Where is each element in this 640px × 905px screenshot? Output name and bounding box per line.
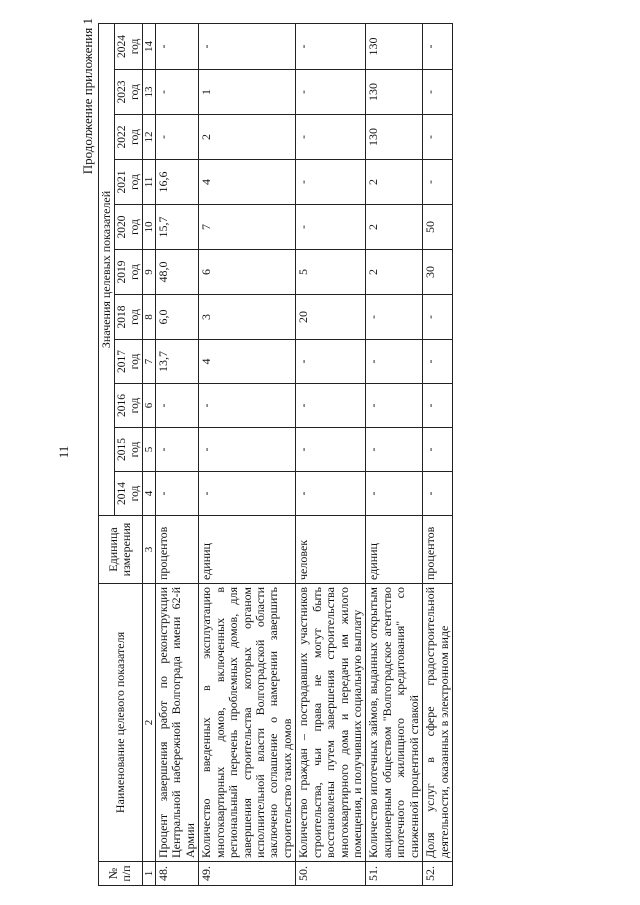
value-cell: - bbox=[296, 205, 366, 250]
header-year: 2024 год bbox=[115, 23, 142, 69]
table-row bbox=[296, 23, 366, 885]
value-cell: 16,6 bbox=[155, 160, 198, 205]
value-cell: - bbox=[155, 70, 198, 115]
header-values-group: Значения целевых показателей bbox=[99, 23, 115, 515]
value-cell: 48,0 bbox=[155, 250, 198, 295]
value-cell: - bbox=[366, 384, 423, 428]
value-cell: - bbox=[423, 160, 453, 205]
unit: единиц bbox=[199, 516, 296, 584]
table-row bbox=[366, 23, 423, 885]
value-cell: - bbox=[296, 472, 366, 516]
row-number: 48. bbox=[155, 862, 198, 886]
value-cell: - bbox=[199, 384, 296, 428]
value-cell: 6,0 bbox=[155, 295, 198, 340]
column-number: 10 bbox=[142, 205, 155, 250]
column-number: 11 bbox=[142, 160, 155, 205]
value-cell: - bbox=[155, 428, 198, 472]
value-cell: - bbox=[366, 295, 423, 340]
value-cell: - bbox=[366, 472, 423, 516]
value-cell: 2 bbox=[366, 250, 423, 295]
row-number: 51. bbox=[366, 862, 423, 886]
column-number: 4 bbox=[142, 472, 155, 516]
value-cell: 2 bbox=[366, 160, 423, 205]
value-cell: - bbox=[423, 295, 453, 340]
indicator-name: Количество граждан – пострадавших участников строительства, чьи права не могут быть восстановлены путем завершения строительства многоквартирного дома и передачи им жилого помещения, и получивших социальную выплату bbox=[296, 584, 366, 862]
column-number: 7 bbox=[142, 340, 155, 384]
column-number: 6 bbox=[142, 384, 155, 428]
header-unit: Единица измерения bbox=[99, 516, 143, 584]
value-cell: 2 bbox=[199, 115, 296, 160]
indicator-name: Количество ипотечных займов, выданных открытым акционерным обществом "Волгоградское агентство ипотечного жилищного кредитования" со сниженной процентной ставкой bbox=[366, 584, 423, 862]
value-cell: - bbox=[296, 384, 366, 428]
continuation-note: Продолжение приложения 1 bbox=[80, 18, 95, 175]
value-cell: - bbox=[423, 428, 453, 472]
unit: человек bbox=[296, 516, 366, 584]
value-cell: - bbox=[296, 340, 366, 384]
value-cell: - bbox=[155, 384, 198, 428]
header-num: № п/п bbox=[99, 862, 143, 886]
value-cell: 20 bbox=[296, 295, 366, 340]
indicator-name: Доля услуг в сфере градостроительной деятельности, оказанных в электронном виде bbox=[423, 584, 453, 862]
value-cell: - bbox=[423, 384, 453, 428]
indicator-name: Процент завершения работ по реконструкции Центральной набережной Волгограда имени 62-й Армии bbox=[155, 584, 198, 862]
header-year: 2023 год bbox=[115, 70, 142, 115]
header-year: 2022 год bbox=[115, 115, 142, 160]
row-number: 49. bbox=[199, 862, 296, 886]
value-cell: 6 bbox=[199, 250, 296, 295]
value-cell: - bbox=[296, 428, 366, 472]
column-number: 2 bbox=[142, 584, 155, 862]
table-row bbox=[155, 23, 198, 885]
value-cell: - bbox=[296, 115, 366, 160]
value-cell: 5 bbox=[296, 250, 366, 295]
header-year: 2021 год bbox=[115, 160, 142, 205]
column-number: 3 bbox=[142, 516, 155, 584]
column-numbers-row bbox=[142, 23, 155, 885]
column-number: 12 bbox=[142, 115, 155, 160]
value-cell: - bbox=[296, 23, 366, 69]
value-cell: 2 bbox=[366, 205, 423, 250]
indicator-name: Количество введенных в эксплуатацию многоквартирных домов, включенных в региональный перечень проблемных домов, для завершения строительства которых органом исполнительной власти Волгоградской области заключено соглашение о намерении завершить строительство таких домов bbox=[199, 584, 296, 862]
value-cell: 13,7 bbox=[155, 340, 198, 384]
value-cell: - bbox=[423, 23, 453, 69]
header-year: 2020 год bbox=[115, 205, 142, 250]
header-year: 2015 год bbox=[115, 428, 142, 472]
value-cell: - bbox=[423, 70, 453, 115]
header-year: 2018 год bbox=[115, 295, 142, 340]
unit: процентов bbox=[155, 516, 198, 584]
unit: единиц bbox=[366, 516, 423, 584]
value-cell: 1 bbox=[199, 70, 296, 115]
value-cell: 15,7 bbox=[155, 205, 198, 250]
value-cell: 130 bbox=[366, 70, 423, 115]
value-cell: - bbox=[199, 428, 296, 472]
header-year: 2017 год bbox=[115, 340, 142, 384]
indicators-table bbox=[98, 23, 453, 886]
value-cell: - bbox=[366, 428, 423, 472]
header-year: 2016 год bbox=[115, 384, 142, 428]
unit: процентов bbox=[423, 516, 453, 584]
header-name: Наименование целевого показателя bbox=[99, 584, 143, 862]
value-cell: - bbox=[199, 472, 296, 516]
value-cell: - bbox=[423, 472, 453, 516]
header-row-1 bbox=[99, 23, 115, 885]
column-number: 5 bbox=[142, 428, 155, 472]
column-number: 13 bbox=[142, 70, 155, 115]
value-cell: - bbox=[155, 115, 198, 160]
column-number: 9 bbox=[142, 250, 155, 295]
value-cell: 50 bbox=[423, 205, 453, 250]
value-cell: - bbox=[296, 160, 366, 205]
value-cell: - bbox=[423, 115, 453, 160]
value-cell: - bbox=[296, 70, 366, 115]
header-year: 2014 год bbox=[115, 472, 142, 516]
value-cell: - bbox=[155, 472, 198, 516]
table-row bbox=[199, 23, 296, 885]
header-year: 2019 год bbox=[115, 250, 142, 295]
row-number: 50. bbox=[296, 862, 366, 886]
value-cell: - bbox=[423, 340, 453, 384]
value-cell: 7 bbox=[199, 205, 296, 250]
value-cell: - bbox=[199, 23, 296, 69]
document-page bbox=[50, 12, 590, 892]
table-row bbox=[423, 23, 453, 885]
row-number: 52. bbox=[423, 862, 453, 886]
column-number: 14 bbox=[142, 23, 155, 69]
column-number: 8 bbox=[142, 295, 155, 340]
value-cell: 4 bbox=[199, 340, 296, 384]
value-cell: 30 bbox=[423, 250, 453, 295]
column-number: 1 bbox=[142, 862, 155, 886]
page-number: 11 bbox=[56, 445, 71, 459]
value-cell: 130 bbox=[366, 23, 423, 69]
value-cell: - bbox=[366, 340, 423, 384]
value-cell: - bbox=[155, 23, 198, 69]
value-cell: 4 bbox=[199, 160, 296, 205]
value-cell: 3 bbox=[199, 295, 296, 340]
value-cell: 130 bbox=[366, 115, 423, 160]
